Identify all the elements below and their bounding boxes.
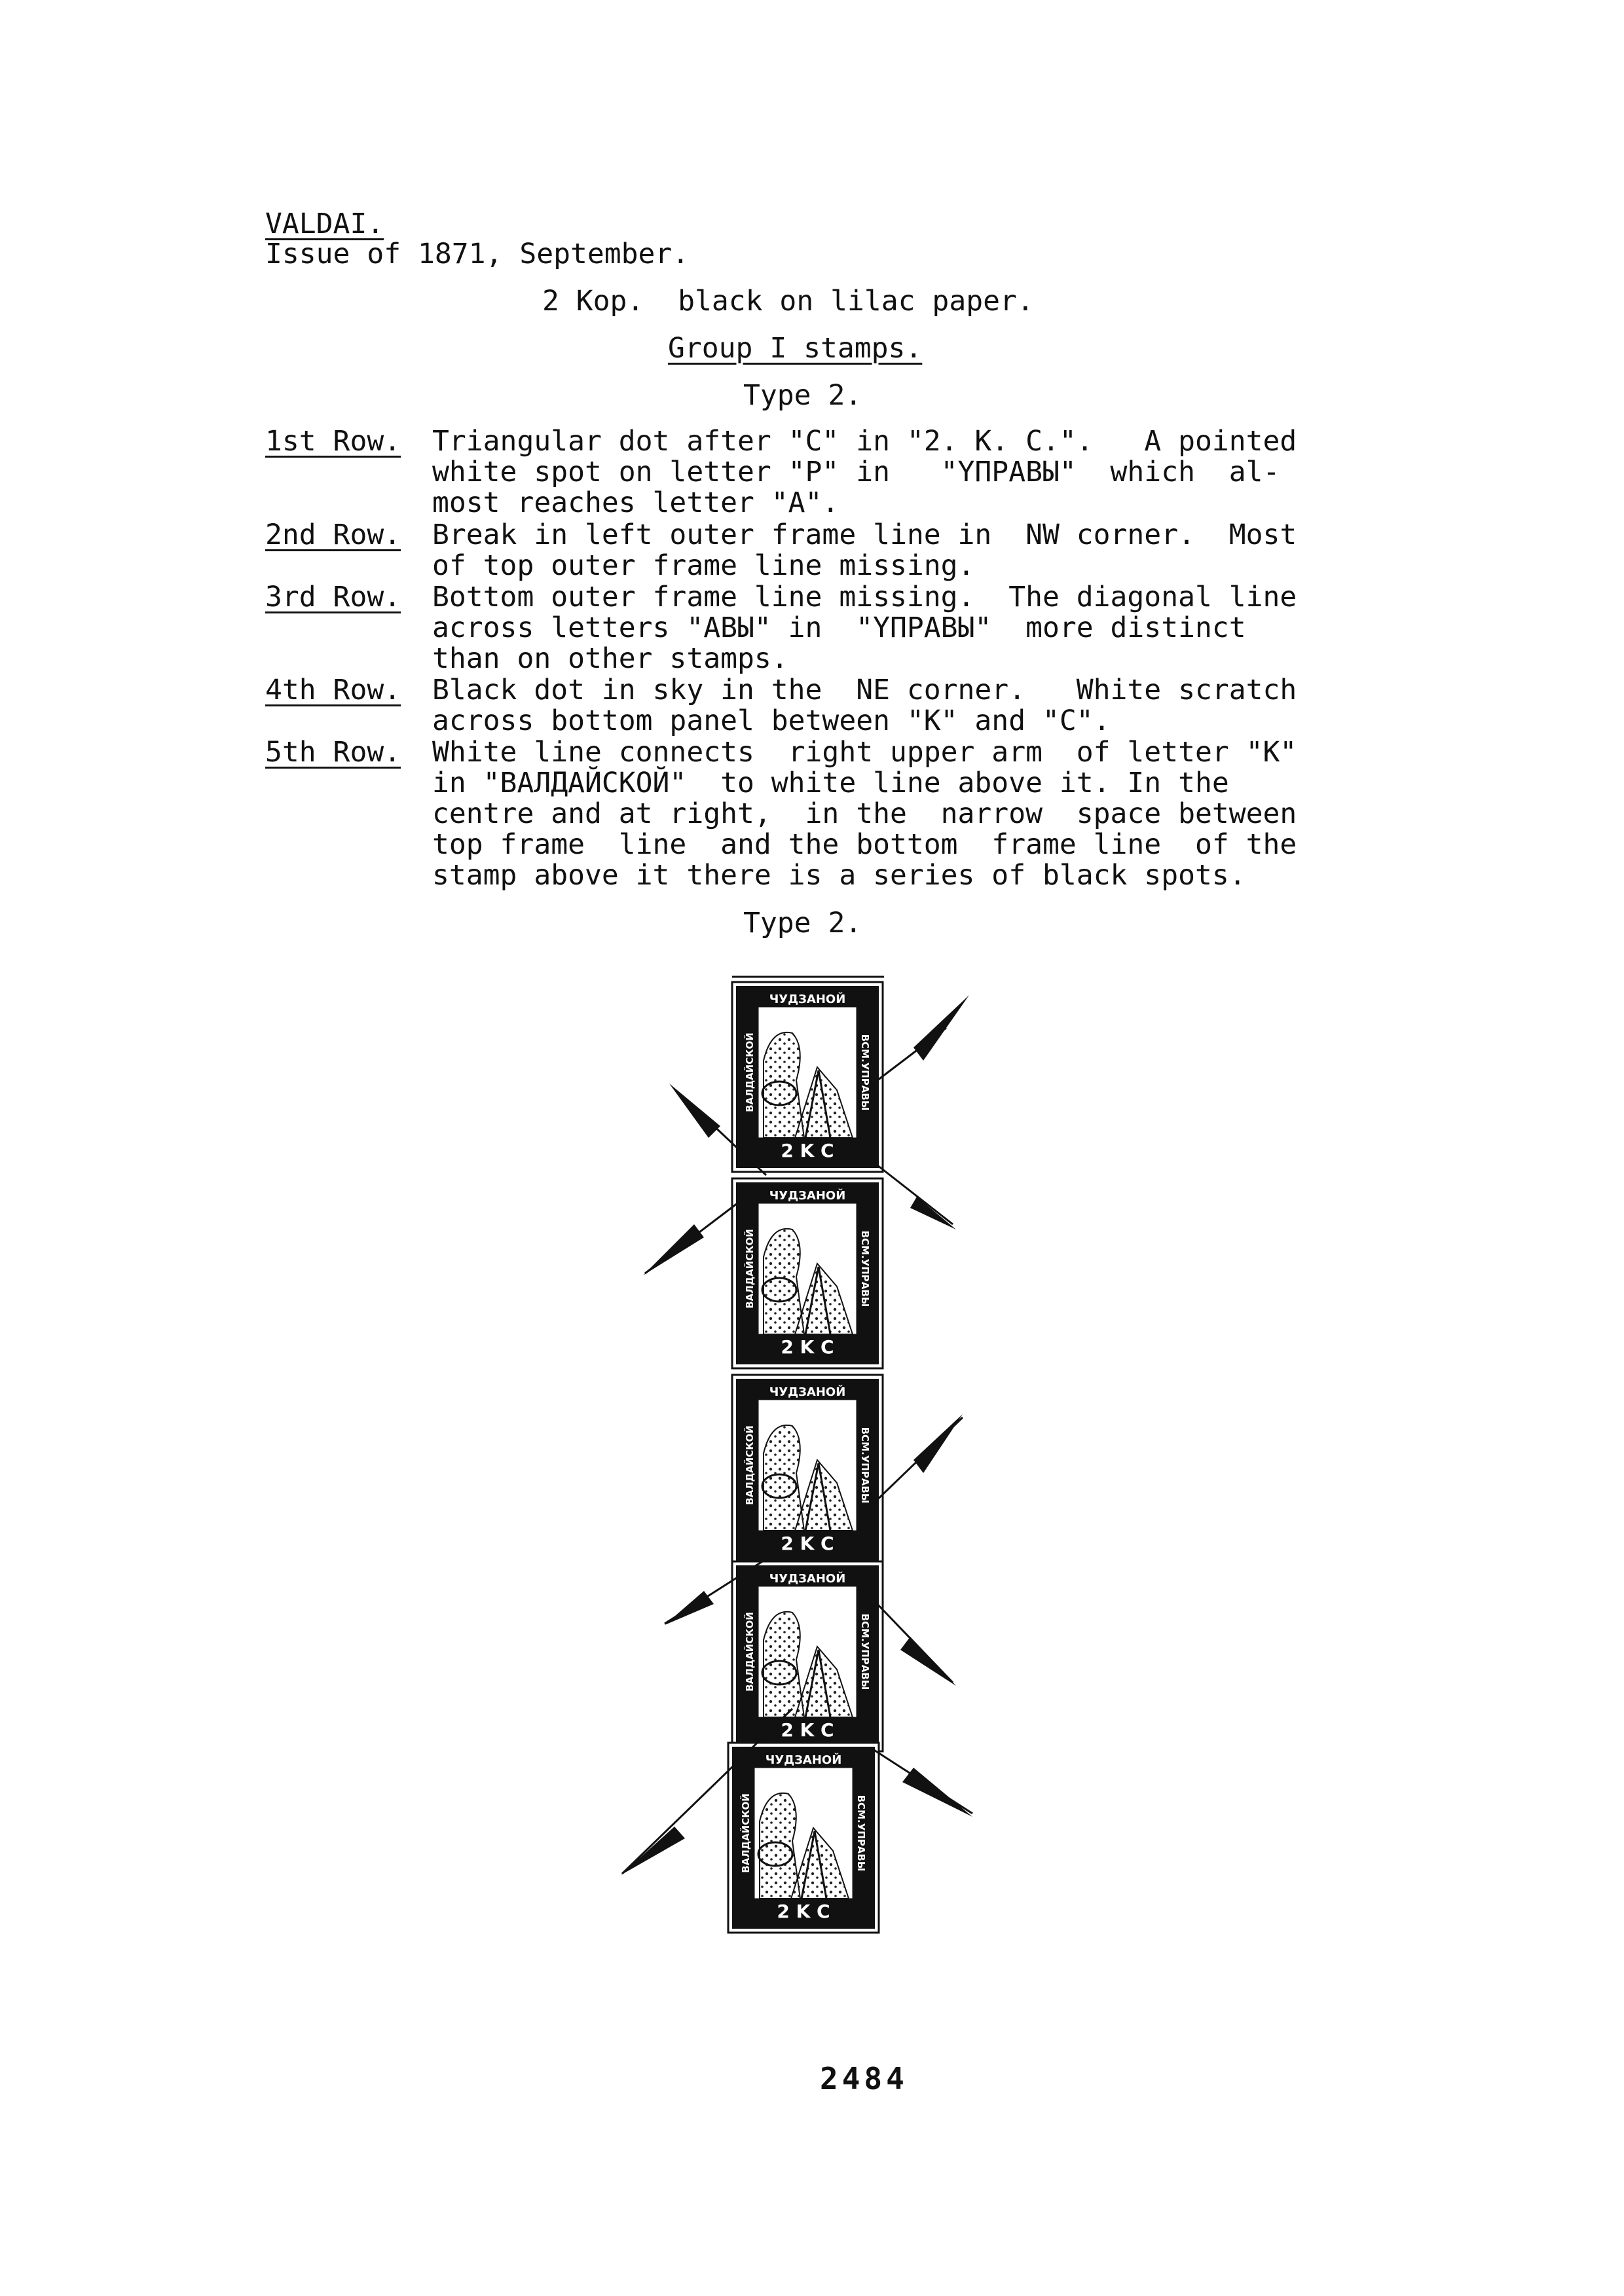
stamp-1-top-text: ЧУДЗАНОЙ — [769, 993, 846, 1006]
pointer-arrow-9 — [871, 1748, 972, 1817]
place-title: VALDAI. — [265, 208, 384, 240]
stamp-1 — [732, 982, 883, 1172]
value-line: 2 Kop. black on lilac paper. — [542, 285, 1034, 318]
row-label-5: 5th Row. — [265, 736, 401, 769]
pointer-arrow-4 — [643, 1201, 740, 1275]
stamp-3-left-text: ВАЛДАЙСКОЙ — [744, 1425, 756, 1505]
stamp-4 — [732, 1561, 883, 1751]
pointer-arrow-3 — [877, 1165, 956, 1230]
row-4-line-2: across bottom panel between "K" and "C". — [432, 704, 1111, 737]
row-5-line-5: stamp above it there is a series of black spots. — [432, 859, 1246, 892]
stamp-3 — [732, 1375, 883, 1565]
row-label-4: 4th Row. — [265, 674, 401, 706]
pointer-arrow-1 — [877, 995, 969, 1080]
stamp-2-right-text: ВСМ.УПРАВЫ — [859, 1230, 871, 1307]
stamp-5 — [728, 1743, 879, 1933]
stamp-4-top-text: ЧУДЗАНОЙ — [769, 1572, 846, 1586]
stamp-1-right-text: ВСМ.УПРАВЫ — [859, 1034, 871, 1111]
row-5-line-4: top frame line and the bottom frame line of the — [432, 828, 1297, 861]
stamp-2-left-text: ВАЛДАЙСКОЙ — [744, 1229, 756, 1309]
row-5-line-2: in "ВАЛДАЙСКОЙ" to white line above it. In the — [432, 767, 1229, 799]
stamp-1-left-text: ВАЛДАЙСКОЙ — [744, 1032, 756, 1112]
stamp-4-value-text: 2 K C — [781, 1719, 834, 1741]
row-2-line-1: Break in left outer frame line in NW corner. Most — [432, 519, 1297, 551]
stamp-3-right-text: ВСМ.УПРАВЫ — [859, 1427, 871, 1504]
figure-caption: Type 2. — [743, 907, 862, 939]
row-1-line-3: most reaches letter "A". — [432, 486, 840, 519]
stamp-2 — [732, 1178, 883, 1368]
stamp-4-right-text: ВСМ.УПРАВЫ — [859, 1613, 871, 1690]
stamp-3-value-text: 2 K C — [781, 1533, 834, 1554]
stamp-2-top-text: ЧУДЗАНОЙ — [769, 1189, 846, 1203]
stamp-5-value-text: 2 K C — [777, 1901, 830, 1922]
stamp-1-value-text: 2 K C — [781, 1140, 834, 1161]
row-3-line-3: than on other stamps. — [432, 642, 788, 675]
row-label-2: 2nd Row. — [265, 519, 401, 551]
stamp-5-top-text: ЧУДЗАНОЙ — [765, 1753, 842, 1767]
stamp-4-left-text: ВАЛДАЙСКОЙ — [744, 1612, 756, 1692]
row-1-line-2: white spot on letter "P" in "YПPABЫ" which al- — [432, 456, 1280, 488]
row-3-line-1: Bottom outer frame line missing. The diagonal line — [432, 581, 1297, 613]
row-label-1: 1st Row. — [265, 425, 401, 458]
stamp-3-top-text: ЧУДЗАНОЙ — [769, 1385, 846, 1399]
row-5-line-3: centre and at right, in the narrow space between — [432, 797, 1297, 830]
stamp-2-value-text: 2 K C — [781, 1336, 834, 1358]
type-heading: Type 2. — [743, 379, 862, 412]
issue-line: Issue of 1871, September. — [265, 238, 690, 270]
row-label-3: 3rd Row. — [265, 581, 401, 613]
group-heading: Group I stamps. — [668, 332, 923, 365]
row-3-line-2: across letters "ABЫ" in "YПPABЫ" more distinct — [432, 611, 1246, 644]
row-4-line-1: Black dot in sky in the NE corner. White scratch — [432, 674, 1297, 706]
row-2-line-2: of top outer frame line missing. — [432, 549, 975, 582]
stamp-5-right-text: ВСМ.УПРАВЫ — [855, 1795, 867, 1872]
row-5-line-1: White line connects right upper arm of letter "K" — [432, 736, 1297, 769]
pointer-arrow-5 — [871, 1414, 963, 1506]
page-number: 2484 — [820, 2061, 908, 2096]
stamp-5-left-text: ВАЛДАЙСКОЙ — [740, 1793, 752, 1873]
row-1-line-1: Triangular dot after "C" in "2. K. C.". A pointed — [432, 425, 1297, 458]
